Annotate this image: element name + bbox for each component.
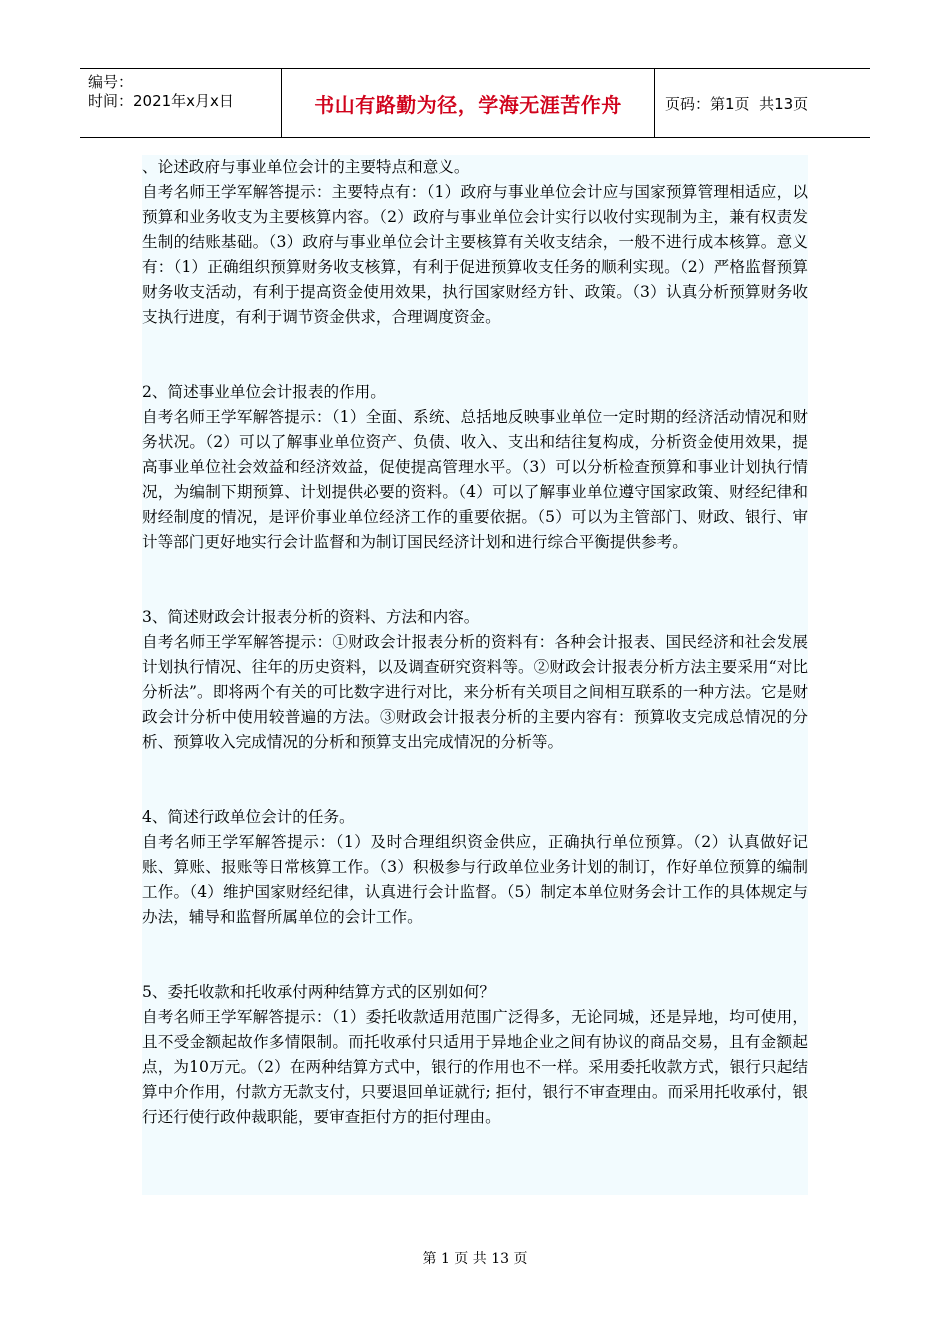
page-footer: 第 1 页 共 13 页 xyxy=(422,1251,528,1267)
answer-text: 自考名师王学军解答提示：（1）委托收款适用范围广泛得多，无论同城，还是异地，均可使用，且不受金额起故作多情限制。而托收承付只适用于异地企业之间有协议的商品交易，且有金额起点，为10万元。（2）在两种结算方式中，银行的作用也不一样。采用委托收款方式，银行只起结算中介作用，付款方无款支付，只要退回单证就行; 拒付，银行不审查理由。而采用托收承付，银行还行使行政仲裁职能，要审查拒付方的拒付理由。 xyxy=(142,1008,808,1126)
answer-text: 自考名师王学军解答提示：（1）全面、系统、总括地反映事业单位一定时期的经济活动情况和财务状况。（2）可以了解事业单位资产、负债、收入、支出和结往复构成，分析资金使用效果，提高事业单位社会效益和经济效益，促使提高管理水平。（3）可以分析检查预算和事业计划执行情况，为编制下期预算、计划提供必要的资料。（4）可以了解事业单位遵守国家政策、财经纪律和财经制度的情况，是评价事业单位经济工作的重要依据。（5）可以为主管部门、财政、银行、审计等部门更好地实行会计监督和为制订国民经济计划和进行综合平衡提供参考。 xyxy=(142,408,808,551)
header-page-info xyxy=(655,69,870,137)
time-label: 时间：2021年x月x日 xyxy=(88,92,234,110)
answer-text: 自考名师王学军解答提示：主要特点有：（1）政府与事业单位会计应与国家预算管理相适应，以预算和业务收支为主要核算内容。（2）政府与事业单位会计实行以收付实现制为主，兼有权责发生制的结账基础。（3）政府与事业单位会计主要核算有关收支结余，一般不进行成本核算。意义有：（1）正确组织预算财务收支核算，有利于促进预算收支任务的顺利实现。（2）严格监督预算财务收支活动，有利于提高资金使用效果，执行国家财经方针、政策。（3）认真分析预算财务收支执行进度，有利于调节资金供求，合理调度资金。 xyxy=(142,183,808,326)
number-label: 编号： xyxy=(88,73,134,91)
header-meta xyxy=(80,69,282,137)
document-body xyxy=(142,155,808,1195)
question-title: 3、简述财政会计报表分析的资料、方法和内容。 xyxy=(142,608,480,626)
question-title: 2、简述事业单位会计报表的作用。 xyxy=(142,383,386,401)
question-title: 4、简述行政单位会计的任务。 xyxy=(142,808,355,826)
header-motto: 书山有路勤为径，学海无涯苦作舟 xyxy=(282,69,655,137)
question-title: 5、委托收款和托收承付两种结算方式的区别如何？ xyxy=(142,983,495,1001)
document-header xyxy=(80,68,870,138)
page-info-text: 页码：第1页 共13页 xyxy=(665,94,809,113)
answer-text: 自考名师王学军解答提示：（1）及时合理组织资金供应，正确执行单位预算。（2）认真做好记账、算账、报账等日常核算工作。（3）积极参与行政单位业务计划的制订，作好单位预算的编制工作。（4）维护国家财经纪律，认真进行会计监督。（5）制定本单位财务会计工作的具体规定与办法，辅导和监督所属单位的会计工作。 xyxy=(142,833,808,926)
question-title: 、论述政府与事业单位会计的主要特点和意义。 xyxy=(142,158,470,176)
answer-text: 自考名师王学军解答提示：①财政会计报表分析的资料有：各种会计报表、国民经济和社会发展计划执行情况、往年的历史资料，以及调查研究资料等。②财政会计报表分析方法主要采用“对比分析法”。即将两个有关的可比数字进行对比，来分析有关项目之间相互联系的一种方法。它是财政会计分析中使用较普遍的方法。③财政会计报表分析的主要内容有：预算收支完成总情况的分析、预算收入完成情况的分析和预算支出完成情况的分析等。 xyxy=(142,633,808,751)
